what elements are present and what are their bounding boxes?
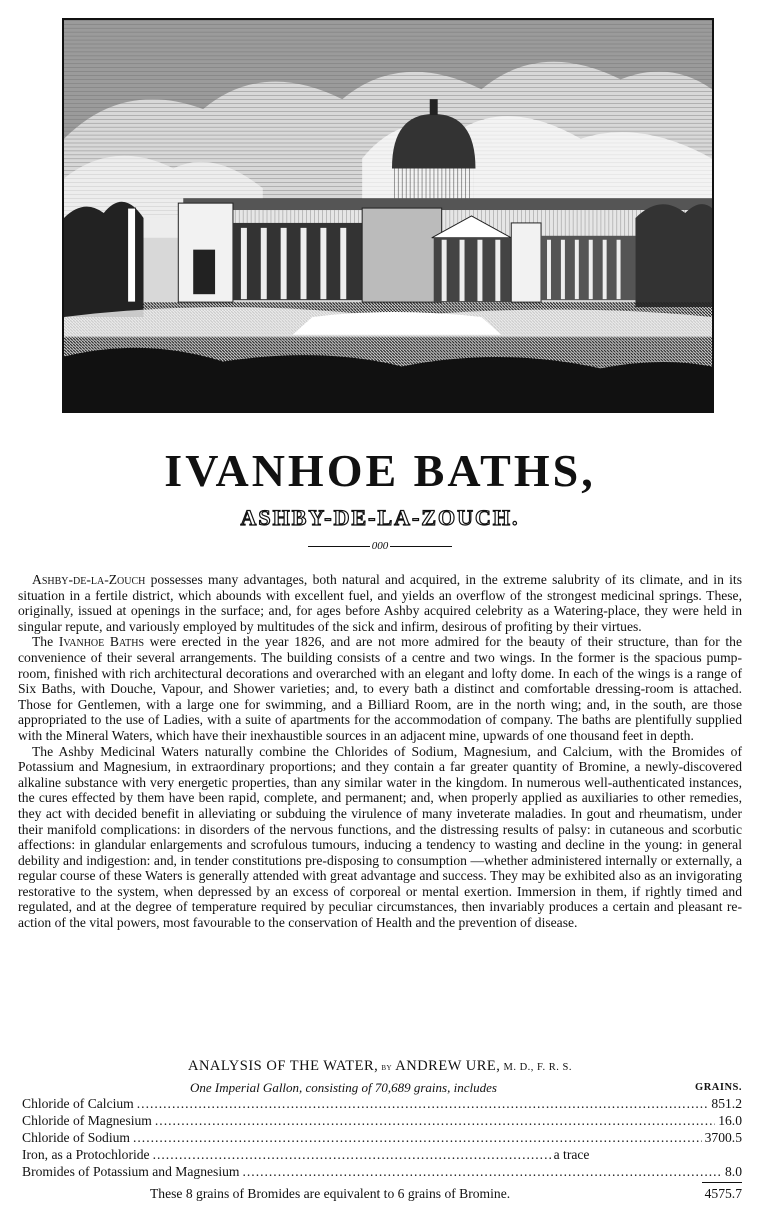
divider-ornament: 000: [371, 540, 389, 552]
table-row: [22, 1164, 742, 1181]
table-row: [22, 1147, 742, 1164]
ornament-divider: [0, 540, 760, 552]
row-name: Iron, as a Protochloride: [22, 1147, 150, 1162]
paragraph-climate: [18, 572, 742, 634]
analysis-table: [22, 1096, 742, 1181]
description-text: [18, 572, 742, 931]
total-rule: [702, 1182, 742, 1183]
leader-dots: [133, 1130, 702, 1146]
analysis-heading-main: ANALYSIS OF THE WATER,: [187, 1058, 379, 1074]
grains-unit-label: GRAINS.: [695, 1082, 742, 1093]
gallon-note: One Imperial Gallon, consisting of 70,689 grains, includes: [190, 1080, 497, 1095]
paragraph-building-pre: The: [32, 634, 59, 650]
table-row: [22, 1113, 742, 1130]
leader-dots: [155, 1113, 715, 1129]
row-name: Bromides of Potassium and Magnesium: [22, 1164, 240, 1179]
bromine-note: These 8 grains of Bromides are equivalent to 6 grains of Bromine.: [150, 1186, 511, 1201]
row-value: a trace: [553, 1147, 590, 1162]
grains-total: 4575.7: [704, 1186, 742, 1201]
leader-dots: [137, 1096, 709, 1112]
table-row: [22, 1130, 742, 1147]
row-name: Chloride of Calcium: [22, 1096, 134, 1111]
leader-dots: [153, 1147, 551, 1163]
paragraph-lead-ashby: Ashby-de-la-Zouch: [32, 572, 146, 587]
analysis-heading-degrees: M. D., F. R. S.: [500, 1062, 573, 1073]
analysis-heading-by: by: [378, 1062, 396, 1073]
paragraph-building: [18, 634, 742, 743]
paragraph-waters: The Ashby Medicinal Waters naturally combine the Chlorides of Sodium, Magnesium, and Calcium, with the Bromides of Potassium and Magnesium, in extraordinary proportions; and they contain a far greater quantity of Bromine, a newly-discovered alkaline substance with very energetic properties, than any similar water in the kingdom. In numerous well-authenticated instances, the cures effected by them have been rapid, complete, and permanent; and, when properly applied as auxiliaries to other remedies, they act with decided benefit in alleviating or subduing the virulence of many inveterate maladies. In gout and rheumatism, under their manifold complications: in disorders of the nervous functions, and the distressing results of palsy: in cutaneous and scorbutic affections: in glandular enlargements and scrofulous tumours, inducing a tendency to wasting and decline in the young: in general debility and indigestion: and, in tender constitutions pre-disposing to consumption —whether administered internally or externally, a regular course of these Waters is generally attended with great advantage and success. They may be exhibited also as an invigorating restorative to the system, when depressed by an excess of corporeal or mental exertion. Immersion in them, if rightly timed and regulated, and at the degree of temperature required by peculiar circumstances, then invariably produces a certain and pleasant re-action of the vital powers, most favourable to the conservation of Health and the prevention of disease.: [18, 743, 742, 931]
paragraph-building-text: were erected in the year 1826, and are not more admired for the beauty of their structure, than for the convenience of their several arrangements. The building consists of a centre and two wings. In the former is the spacious pump-room, finished with rich architectural decorations and overarched with an elegant and lofty dome. In each of the wings is a range of Six Baths, with Douche, Vapour, and Shower varieties; and, to every bath a distinct and comfortable dressing-room is attached. Those for Gentlemen, with a large one for swimming, and a Billiard Room, are in the north wing; and, in the south, are those appropriated to the use of Ladies, with a suite of apartments for the accommodation of company. The baths are plentifully supplied with the Mineral Waters, which have their inexhaustible sources in an adjacent mine, upwards of one thousand feet in depth.: [18, 634, 742, 743]
row-value: 3700.5: [704, 1130, 742, 1145]
divider-rule-right: [390, 546, 452, 547]
page-subtitle: ASHBY-DE-LA-ZOUCH.: [240, 505, 520, 530]
analysis-heading: [0, 1058, 760, 1075]
analysis-heading-author: ANDREW URE,: [395, 1058, 501, 1074]
paragraph-lead-ivanhoe: Ivanhoe Baths: [58, 634, 145, 650]
divider-rule-left: [308, 546, 370, 547]
engraving-illustration: [64, 20, 712, 411]
page-title: IVANHOE BATHS,: [164, 445, 596, 496]
table-row: [22, 1096, 742, 1113]
row-name: Chloride of Sodium: [22, 1130, 130, 1145]
row-value: 851.2: [711, 1096, 742, 1111]
row-name: Chloride of Magnesium: [22, 1113, 152, 1128]
paragraph-climate-text: possesses many advantages, both natural and acquired, in the extreme salubrity of its climate, and in its situation in a fertile district, which abounds with excellent fuel, and yields an overflow of the strongest medicinal springs. These, originally, issued at openings in the surface; and, for ages before Ashby acquired celebrity as a Watering-place, they were held in singular repute, and variously employed by multitudes of the sick and infirm, desirous of profiting by their virtues.: [18, 572, 742, 634]
leader-dots: [243, 1164, 723, 1180]
row-value: 8.0: [725, 1164, 742, 1179]
baths-building-engraving: [62, 18, 714, 413]
row-value: 16.0: [718, 1113, 742, 1128]
